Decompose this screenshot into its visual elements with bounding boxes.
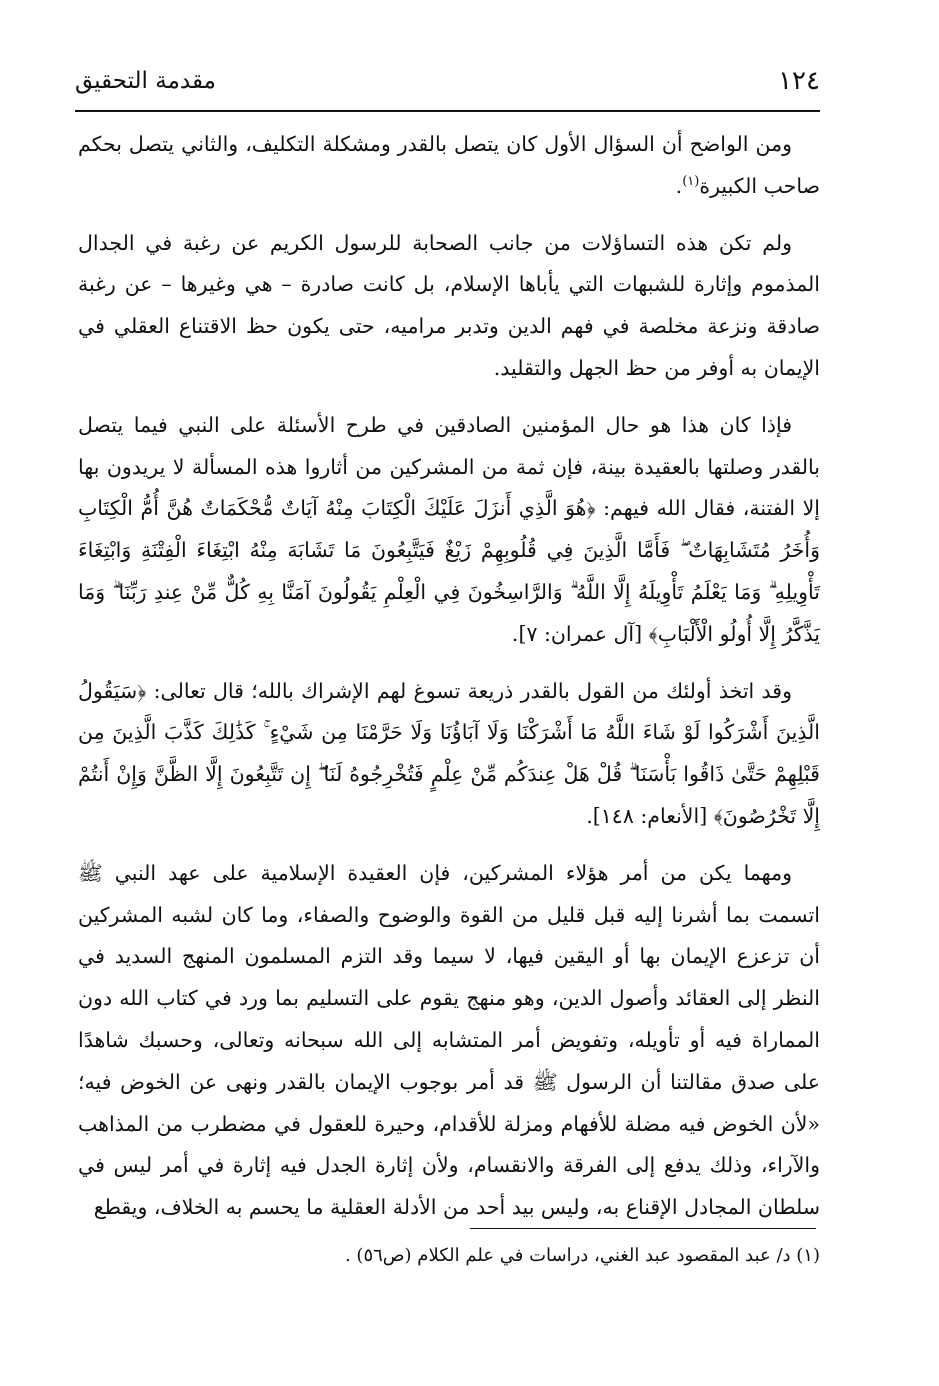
page-number: ١٢٤ xyxy=(778,66,820,96)
paragraph-2: ولم تكن هذه التساؤلات من جانب الصحابة للرسول الكريم عن رغبة في الجدال المذموم وإثارة للشبهات التي يأباها الإسلام، بل كانت صادرة – هي وغيرها – عن رغبة صادقة ونزعة مخلصة في فهم الدين وتدبر مراميه، حتى يكون حظ الاقتناع العقلي في الإيمان به أوفر من حظ الجهل والتقليد. xyxy=(78,230,820,380)
paragraph-1-end: . xyxy=(675,173,683,198)
header-rule xyxy=(75,110,820,112)
footnote: (١) د/ عبد المقصود عبد الغني، دراسات في علم الكلام (ص٥٦) . xyxy=(344,1245,820,1266)
page-header xyxy=(75,66,820,102)
paragraph-1 xyxy=(78,124,820,208)
paragraph-1-text: ومن الواضح أن السؤال الأول كان يتصل بالقدر ومشكلة التكليف، والثاني يتصل بحكم صاحب الكبيرة xyxy=(78,132,820,198)
running-title: مقدمة التحقيق xyxy=(75,68,216,94)
main-text xyxy=(78,124,820,1244)
paragraph-4: وقد اتخذ أولئك من القول بالقدر ذريعة تسوغ لهم الإشراك بالله؛ قال تعالى: ﴿سَيَقُولُ الَّذِينَ أَشْرَكُوا لَوْ شَاءَ اللَّهُ مَا أَشْرَكْنَا وَلَا آبَاؤُنَا وَلَا حَرَّمْنَا مِن شَيْءٍ ۚ كَذَٰلِكَ كَذَّبَ الَّذِينَ مِن قَبْلِهِمْ حَتَّىٰ ذَاقُوا بَأْسَنَا ۗ قُلْ هَلْ عِندَكُم مِّنْ عِلْمٍ فَتُخْرِجُوهُ لَنَا ۖ إِن تَتَّبِعُونَ إِلَّا الظَّنَّ وَإِنْ أَنتُمْ إِلَّا تَخْرُصُونَ﴾ [الأنعام: ١٤٨]. xyxy=(78,678,820,828)
footnote-reference[interactable]: (١) xyxy=(682,173,700,189)
footnote-rule xyxy=(470,1228,816,1229)
paragraph-3: فإذا كان هذا هو حال المؤمنين الصادقين في طرح الأسئلة على النبي فيما يتصل بالقدر وصلتها بالعقيدة بينة، فإن ثمة من المشركين من أثاروا هذه المسألة لا يريدون بها إلا الفتنة، فقال الله فيهم: ﴿هُوَ الَّذِي أَنزَلَ عَلَيْكَ الْكِتَابَ مِنْهُ آيَاتٌ مُّحْكَمَاتٌ هُنَّ أُمُّ الْكِتَابِ وَأُخَرُ مُتَشَابِهَاتٌ ۖ فَأَمَّا الَّذِينَ فِي قُلُوبِهِمْ زَيْغٌ فَيَتَّبِعُونَ مَا تَشَابَهَ مِنْهُ ابْتِغَاءَ الْفِتْنَةِ وَابْتِغَاءَ تَأْوِيلِهِ ۗ وَمَا يَعْلَمُ تَأْوِيلَهُ إِلَّا اللَّهُ ۗ وَالرَّاسِخُونَ فِي الْعِلْمِ يَقُولُونَ آمَنَّا بِهِ كُلٌّ مِّنْ عِندِ رَبِّنَا ۗ وَمَا يَذَّكَّرُ إِلَّا أُولُو الْأَلْبَابِ﴾ [آل عمران: ٧]. xyxy=(78,412,821,646)
paragraph-5: ومهما يكن من أمر هؤلاء المشركين، فإن العقيدة الإسلامية على عهد النبي ﷺ اتسمت بما أشرنا إليه قبل قليل من القوة والوضوح والصفاء، وما كان لشبه المشركين أن تزعزع الإيمان بها أو اليقين فيها، لا سيما وقد التزم المسلمون المنهج السديد في النظر إلى العقائد وأصول الدين، وهو منهج يقوم على التسليم بما ورد في كتاب الله دون المماراة فيه أو تأويله، وتفويض أمر المتشابه إلى الله سبحانه وتعالى، وحسبك شاهدًا على صدق مقالتنا أن الرسول ﷺ قد أمر بوجوب الإيمان بالقدر ونهى عن الخوض فيه؛ «لأن الخوض فيه مضلة للأفهام ومزلة للأقدام، وحيرة للعقول في مضطرب من المذاهب والآراء، وذلك يدفع إلى الفرقة والانقسام، ولأن إثارة الجدل فيه إثارة في أمر ليس في سلطان المجادل الإقناع به، وليس بيد أحد من الأدلة العقلية ما يحسم به الخلاف، ويقطع xyxy=(78,860,820,1220)
